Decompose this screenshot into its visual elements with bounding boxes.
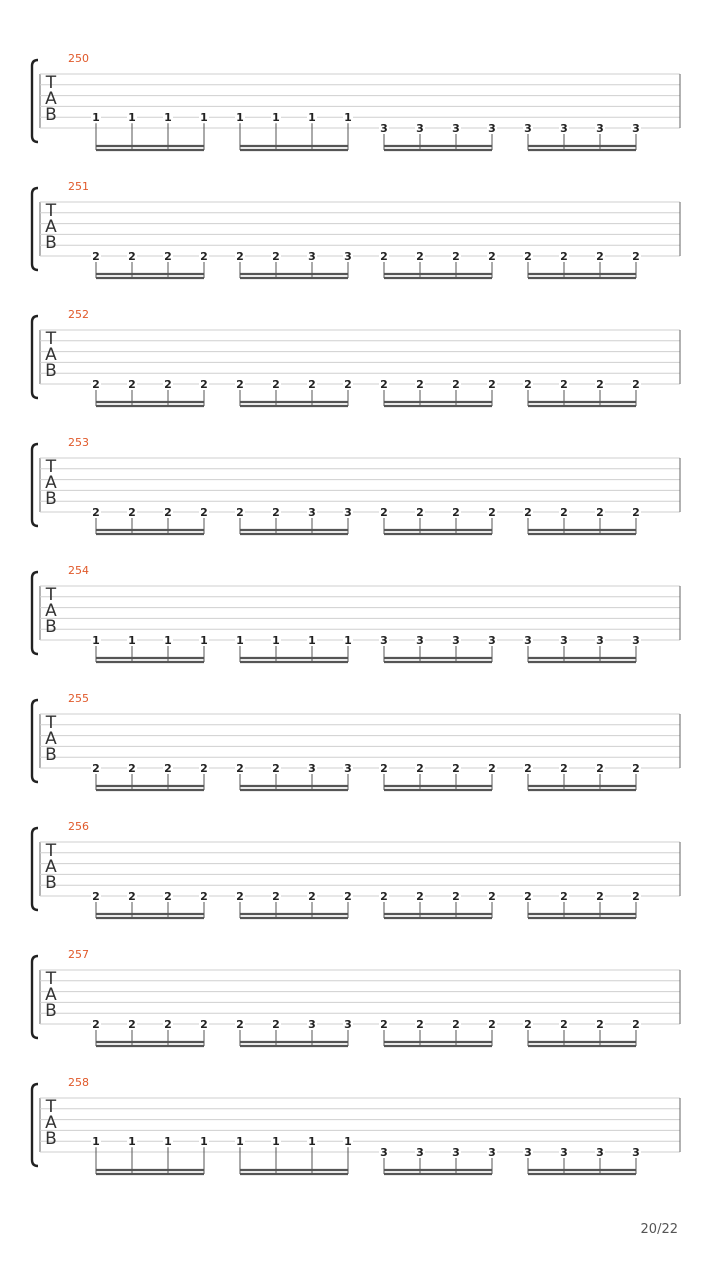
fret-number: 1 — [272, 111, 280, 125]
fret-number: 2 — [164, 506, 172, 519]
fret-number: 2 — [524, 506, 532, 519]
fret-number: 2 — [452, 890, 460, 903]
fret-number: 2 — [272, 250, 280, 263]
fret-number: 2 — [452, 378, 460, 391]
measure-number: 253 — [68, 436, 89, 449]
system-bracket — [32, 956, 38, 1038]
fret-number: 2 — [128, 1018, 136, 1031]
fret-number: 2 — [380, 1018, 388, 1031]
fret-number: 2 — [272, 762, 280, 775]
measure-number: 250 — [68, 52, 89, 65]
fret-number: 1 — [164, 634, 172, 647]
fret-number: 2 — [560, 250, 568, 263]
tab-clef-letter: B — [45, 361, 57, 381]
fret-number: 1 — [344, 111, 352, 125]
tab-clef-letter: A — [45, 857, 57, 877]
tab-clef-letter: T — [45, 73, 57, 93]
system-bracket — [32, 444, 38, 526]
fret-number: 2 — [632, 890, 640, 903]
tab-clef-letter: A — [45, 601, 57, 621]
fret-number: 1 — [128, 111, 136, 125]
fret-number: 2 — [92, 506, 100, 519]
fret-number: 1 — [272, 1135, 280, 1149]
fret-number: 2 — [272, 890, 280, 903]
fret-number: 2 — [416, 762, 424, 775]
fret-number: 2 — [452, 762, 460, 775]
fret-number: 2 — [308, 378, 316, 391]
fret-number: 2 — [560, 890, 568, 903]
measure-number: 258 — [68, 1076, 89, 1089]
system-bracket — [32, 316, 38, 398]
tab-clef-letter: T — [45, 713, 57, 733]
fret-number: 1 — [344, 634, 352, 647]
fret-number: 2 — [164, 1018, 172, 1031]
fret-number: 2 — [560, 1018, 568, 1031]
fret-number: 3 — [560, 122, 568, 135]
fret-number: 2 — [488, 250, 496, 263]
fret-number: 2 — [452, 1018, 460, 1031]
fret-number: 2 — [416, 890, 424, 903]
fret-number: 2 — [92, 1018, 100, 1031]
tab-clef-letter: A — [45, 345, 57, 365]
fret-number: 2 — [236, 762, 244, 775]
tab-clef-letter: A — [45, 985, 57, 1005]
measure-number: 252 — [68, 308, 89, 321]
fret-number: 3 — [632, 634, 640, 647]
fret-number: 2 — [164, 250, 172, 263]
fret-number: 2 — [560, 762, 568, 775]
fret-number: 2 — [416, 1018, 424, 1031]
fret-number: 1 — [308, 634, 316, 647]
fret-number: 1 — [164, 1135, 172, 1149]
fret-number: 2 — [596, 378, 604, 391]
fret-number: 2 — [272, 378, 280, 391]
fret-number: 1 — [236, 634, 244, 647]
fret-number: 3 — [632, 122, 640, 135]
fret-number: 2 — [200, 506, 208, 519]
tab-system — [32, 820, 680, 918]
fret-number: 3 — [380, 122, 388, 135]
tab-clef-letter: B — [45, 1001, 57, 1021]
fret-number: 2 — [308, 890, 316, 903]
fret-number: 2 — [164, 890, 172, 903]
fret-number: 1 — [308, 1135, 316, 1149]
fret-number: 2 — [488, 506, 496, 519]
fret-number: 2 — [596, 762, 604, 775]
system-bracket — [32, 1084, 38, 1166]
fret-number: 2 — [524, 890, 532, 903]
fret-number: 2 — [596, 250, 604, 263]
tab-clef-letter: A — [45, 1113, 57, 1133]
fret-number: 2 — [236, 378, 244, 391]
tab-clef-letter: A — [45, 729, 57, 749]
fret-number: 2 — [596, 506, 604, 519]
fret-number: 2 — [236, 1018, 244, 1031]
fret-number: 3 — [560, 1146, 568, 1159]
fret-number: 3 — [632, 1146, 640, 1159]
tab-clef-letter: T — [45, 841, 57, 861]
tab-clef-letter: B — [45, 105, 57, 125]
fret-number: 2 — [488, 762, 496, 775]
fret-number: 2 — [524, 1018, 532, 1031]
fret-number: 3 — [452, 1146, 460, 1159]
fret-number: 2 — [416, 250, 424, 263]
fret-number: 3 — [452, 122, 460, 135]
fret-number: 3 — [596, 122, 604, 135]
fret-number: 2 — [560, 378, 568, 391]
measure-number: 257 — [68, 948, 89, 961]
tab-system — [32, 180, 680, 278]
system-bracket — [32, 572, 38, 654]
fret-number: 1 — [200, 111, 208, 125]
tab-system — [32, 308, 680, 406]
fret-number: 1 — [128, 1135, 136, 1149]
system-bracket — [32, 188, 38, 270]
fret-number: 2 — [488, 890, 496, 903]
fret-number: 3 — [452, 634, 460, 647]
tab-clef-letter: T — [45, 969, 57, 989]
system-bracket — [32, 60, 38, 142]
tab-clef-letter: A — [45, 89, 57, 109]
tab-system — [32, 1076, 680, 1174]
fret-number: 3 — [416, 122, 424, 135]
fret-number: 2 — [272, 506, 280, 519]
fret-number: 2 — [272, 1018, 280, 1031]
fret-number: 2 — [128, 762, 136, 775]
fret-number: 2 — [596, 1018, 604, 1031]
fret-number: 2 — [380, 378, 388, 391]
fret-number: 2 — [632, 250, 640, 263]
fret-number: 3 — [344, 506, 352, 519]
tab-clef-letter: A — [45, 473, 57, 493]
fret-number: 1 — [164, 111, 172, 125]
tab-clef-letter: T — [45, 585, 57, 605]
fret-number: 1 — [92, 1135, 100, 1149]
tab-clef-letter: T — [45, 329, 57, 349]
tab-clef-letter: T — [45, 457, 57, 477]
tab-clef-letter: B — [45, 233, 57, 253]
fret-number: 3 — [560, 634, 568, 647]
fret-number: 2 — [236, 506, 244, 519]
fret-number: 2 — [200, 890, 208, 903]
fret-number: 2 — [92, 890, 100, 903]
fret-number: 2 — [164, 378, 172, 391]
fret-number: 3 — [344, 762, 352, 775]
fret-number: 1 — [272, 634, 280, 647]
fret-number: 3 — [308, 762, 316, 775]
fret-number: 1 — [344, 1135, 352, 1149]
tab-clef-letter: B — [45, 745, 57, 765]
fret-number: 3 — [416, 634, 424, 647]
fret-number: 2 — [92, 378, 100, 391]
fret-number: 2 — [236, 890, 244, 903]
fret-number: 3 — [308, 506, 316, 519]
fret-number: 2 — [596, 890, 604, 903]
fret-number: 2 — [632, 378, 640, 391]
fret-number: 2 — [344, 378, 352, 391]
fret-number: 3 — [488, 634, 496, 647]
fret-number: 2 — [380, 250, 388, 263]
fret-number: 3 — [380, 634, 388, 647]
tab-clef-letter: A — [45, 217, 57, 237]
tab-clef-letter: B — [45, 1129, 57, 1149]
fret-number: 3 — [344, 250, 352, 263]
fret-number: 2 — [380, 890, 388, 903]
fret-number: 2 — [524, 378, 532, 391]
fret-number: 3 — [344, 1018, 352, 1031]
fret-number: 3 — [488, 1146, 496, 1159]
fret-number: 2 — [524, 250, 532, 263]
fret-number: 1 — [200, 634, 208, 647]
fret-number: 1 — [92, 111, 100, 125]
tab-system — [32, 948, 680, 1046]
fret-number: 2 — [524, 762, 532, 775]
fret-number: 2 — [416, 378, 424, 391]
fret-number: 3 — [488, 122, 496, 135]
fret-number: 2 — [452, 250, 460, 263]
fret-number: 2 — [200, 762, 208, 775]
fret-number: 2 — [632, 1018, 640, 1031]
tab-system — [32, 692, 680, 790]
fret-number: 2 — [452, 506, 460, 519]
fret-number: 2 — [164, 762, 172, 775]
fret-number: 3 — [596, 634, 604, 647]
measure-number: 255 — [68, 692, 89, 705]
fret-number: 1 — [128, 634, 136, 647]
fret-number: 3 — [416, 1146, 424, 1159]
fret-number: 2 — [344, 890, 352, 903]
fret-number: 3 — [524, 1146, 532, 1159]
fret-number: 1 — [308, 111, 316, 125]
system-bracket — [32, 828, 38, 910]
fret-number: 2 — [200, 378, 208, 391]
tab-clef-letter: B — [45, 873, 57, 893]
measure-number: 256 — [68, 820, 89, 833]
fret-number: 1 — [92, 634, 100, 647]
measure-number: 251 — [68, 180, 89, 193]
fret-number: 1 — [200, 1135, 208, 1149]
fret-number: 2 — [200, 1018, 208, 1031]
measure-number: 254 — [68, 564, 89, 577]
fret-number: 2 — [380, 506, 388, 519]
fret-number: 2 — [200, 250, 208, 263]
tab-clef-letter: B — [45, 617, 57, 637]
page-number: 20/22 — [640, 1222, 678, 1237]
fret-number: 2 — [632, 762, 640, 775]
fret-number: 2 — [380, 762, 388, 775]
fret-number: 2 — [92, 250, 100, 263]
system-bracket — [32, 700, 38, 782]
tab-clef-letter: T — [45, 1097, 57, 1117]
fret-number: 2 — [488, 378, 496, 391]
tab-system — [32, 436, 680, 534]
fret-number: 2 — [128, 506, 136, 519]
fret-number: 2 — [92, 762, 100, 775]
fret-number: 1 — [236, 111, 244, 125]
fret-number: 3 — [308, 250, 316, 263]
fret-number: 2 — [236, 250, 244, 263]
fret-number: 3 — [524, 122, 532, 135]
tab-system — [32, 564, 680, 662]
fret-number: 3 — [596, 1146, 604, 1159]
fret-number: 2 — [128, 890, 136, 903]
fret-number: 3 — [308, 1018, 316, 1031]
fret-number: 2 — [128, 378, 136, 391]
tab-clef-letter: T — [45, 201, 57, 221]
fret-number: 3 — [380, 1146, 388, 1159]
fret-number: 2 — [416, 506, 424, 519]
tab-clef-letter: B — [45, 489, 57, 509]
tab-system — [32, 52, 680, 150]
fret-number: 1 — [236, 1135, 244, 1149]
fret-number: 2 — [128, 250, 136, 263]
fret-number: 2 — [560, 506, 568, 519]
fret-number: 3 — [524, 634, 532, 647]
fret-number: 2 — [632, 506, 640, 519]
fret-number: 2 — [488, 1018, 496, 1031]
